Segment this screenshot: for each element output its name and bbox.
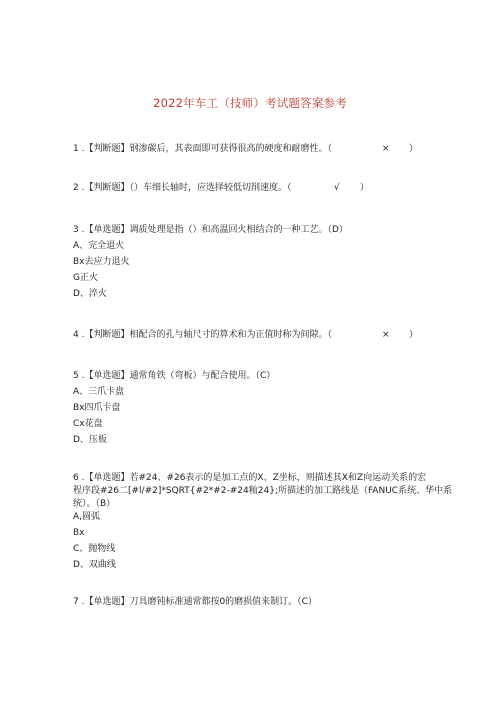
question-2-close-paren: ） bbox=[360, 183, 370, 193]
question-5-option-a: A、三爪卡盘 bbox=[73, 387, 125, 397]
question-5-option-c: Cx花盘 bbox=[73, 419, 103, 429]
question-6-option-b: Bx bbox=[73, 528, 85, 538]
question-4-answer: × bbox=[382, 330, 390, 340]
question-6-option-d: D、双曲线 bbox=[73, 560, 116, 570]
question-2-answer: √ bbox=[334, 183, 340, 193]
question-1-close-paren: ） bbox=[409, 144, 419, 154]
question-1-stem: 1 .【判断题】钢渗碳后，其表面即可获得很高的硬度和耐磨性。（ bbox=[73, 144, 332, 154]
question-5-stem: 5 .【单选题】通常角铁（弯板）与配合使用。（C） bbox=[73, 371, 276, 381]
question-3-option-c: G正火 bbox=[73, 273, 98, 283]
question-6-option-a: A,圆弧 bbox=[73, 512, 101, 522]
question-1-answer: × bbox=[382, 144, 390, 154]
question-2-stem: 2 .【判断题】（）车细长轴时，应选择较低切削速度。（ bbox=[73, 183, 292, 193]
question-6-stem-line-3: 统）。（B） bbox=[73, 499, 116, 509]
question-5-option-d: D、压板 bbox=[73, 435, 107, 445]
question-4-close-paren: ） bbox=[409, 330, 419, 340]
question-6-option-c: C、抛物线 bbox=[73, 544, 116, 554]
document-title: 2022年车工（技师）考试题答案参考 bbox=[153, 96, 347, 110]
question-6-stem-line-1: 6 .【单选题】若#24、#26表示的是加工点的X、Z坐标，则描述其X和Z向运动关系的宏 bbox=[73, 473, 427, 483]
question-3-option-a: A、完全退火 bbox=[73, 241, 125, 251]
question-3-stem: 3 .【单选题】调质处理是指（）和高温回火相结合的一种工艺。（D） bbox=[73, 225, 348, 235]
question-3-option-d: D、淬火 bbox=[73, 289, 107, 299]
question-5-option-b: Bx四爪卡盘 bbox=[73, 403, 121, 413]
question-7-stem: 7 .【单选题】刀具磨钝标准通常都按0的磨损值来制订。（C） bbox=[73, 597, 317, 607]
question-3-option-b: Bx去应力退火 bbox=[73, 257, 130, 267]
question-4-stem: 4 .【判断题】相配合的孔与轴尺寸的算术和为正值时称为间隙。（ bbox=[73, 330, 332, 340]
question-6-stem-line-2: 程序段#26二[#l/#2]*SQRT{#2*#2-#24籼24};所描述的加工路线是（FANUC系统、华中系 bbox=[73, 486, 453, 496]
